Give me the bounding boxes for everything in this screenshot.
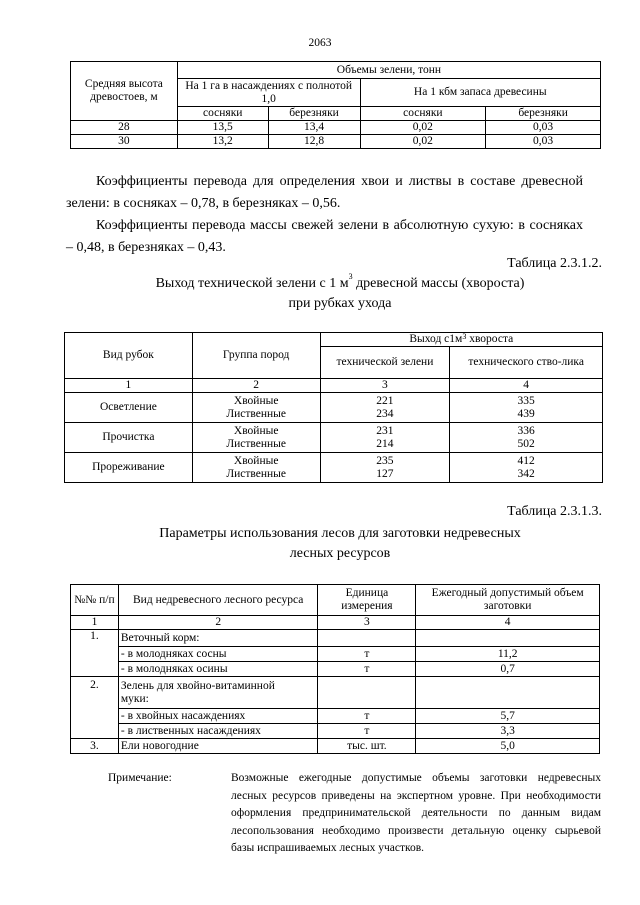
table-row: 2. Зелень для хвойно-витаминной муки: [71, 677, 600, 709]
header-pine: сосняки [177, 107, 268, 121]
greenery-volume-table [70, 61, 601, 149]
header-stand-height: Средняя высота древостоев, м [71, 62, 178, 121]
table-subtitle: при рубках ухода [288, 296, 392, 311]
table-row: 28 13,5 13,4 0,02 0,03 [71, 121, 601, 135]
note-text: Возможные ежегодные допустимые объемы заготовки недревесных лесных ресурсов приведены на экспертном уровне. При необходимости оформления предпринимательской деятельности по данным видам лесопользования необходимо произвести детальную оценку сырьевой базы испрашиваемых лесных участков. [231, 772, 601, 854]
header-per-hectare: На 1 га в насаждениях с полнотой 1,0 [177, 79, 360, 107]
header-technical-stem: технического ство-лика [450, 347, 603, 379]
technical-greenery-yield-table [64, 332, 603, 483]
non-timber-resources-table [70, 584, 600, 754]
table-label: Таблица 2.3.1.2. [507, 256, 602, 271]
table-row: - в хвойных насаждениях т 5,7 [71, 709, 600, 724]
header-cutting-type: Вид рубок [65, 333, 193, 379]
table-row: Прочистка Хвойные Лиственные 231 214 336 502 [65, 423, 603, 453]
table-subtitle: лесных ресурсов [289, 546, 391, 561]
table-title: Параметры использования лесов для заготовки недревесных [159, 526, 521, 541]
header-technical-greenery: технической зелени [320, 347, 450, 379]
note-label: Примечание: [108, 772, 172, 784]
table-row: Прореживание Хвойные Лиственные 235 127 412 342 [65, 453, 603, 483]
table-row: - в молодняках сосны т 11,2 [71, 647, 600, 662]
table-row: 30 13,2 12,8 0,02 0,03 [71, 135, 601, 149]
header-yield: Выход $с1м^3$ хвороста [320, 333, 602, 347]
table-row: 3. Ели новогодние тыс. шт. 5,0 [71, 739, 600, 754]
table-row: Осветление Хвойные Лиственные 221 234 335 439 [65, 393, 603, 423]
header-greenery-volume: Объемы зелени, тонн [177, 62, 600, 79]
dry-mass-coefficients-paragraph: Коэффициенты перевода массы свежей зелени в абсолютную сухую: в сосняках – 0,48, в березняках – 0,43. [66, 218, 583, 255]
header-per-cubic-meter: На 1 кбм запаса древесины [360, 79, 601, 107]
table-label: Таблица 2.3.1.3. [507, 504, 602, 519]
conversion-coefficients-paragraph: Коэффициенты перевода для определения хвои и листвы в составе древесной зелени: в сосняках – 0,78, в березняках – 0,56. [66, 174, 583, 211]
header-annual-volume: Ежегодный допустимый объем заготовки [416, 585, 600, 616]
header-resource-type: Вид недревесного лесного ресурса [118, 585, 318, 616]
column-numbers-row: 1 2 3 4 [65, 379, 603, 393]
header-pine: сосняки [360, 107, 486, 121]
header-birch: березняки [268, 107, 360, 121]
header-birch: березняки [486, 107, 601, 121]
table-row: - в лиственных насаждениях т 3,3 [71, 724, 600, 739]
header-unit: Единица измерения [318, 585, 416, 616]
table-row: - в молодняках осины т 0,7 [71, 662, 600, 677]
column-numbers-row: 1 2 3 4 [71, 616, 600, 630]
page-number: 2063 [308, 37, 332, 49]
table-row: 1. Веточный корм: [71, 630, 600, 647]
header-species-group: Группа пород [192, 333, 320, 379]
table-title: Выход технической зелени с 1 $м^3$ древесной массы (хвороста) [155, 272, 525, 291]
header-number: №№ п/п [71, 585, 119, 616]
